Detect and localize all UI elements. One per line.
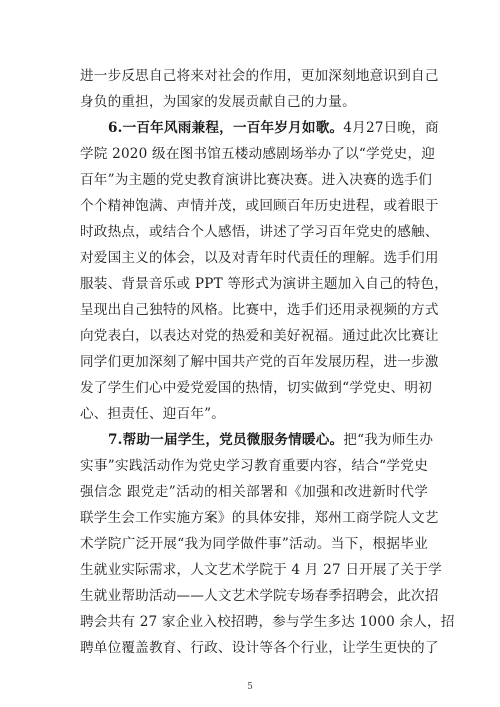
section-7-first-line: [108, 430, 434, 450]
section-6-first-line-text: 4月27日晚，商: [343, 120, 439, 136]
paragraph-line: 呈现出自己独特的风格。比赛中，选手们还用录视频的方式: [80, 302, 439, 318]
paragraph-line: 聘单位覆盖教育、行政、设计等各个行业，让学生更快的了: [80, 640, 439, 656]
paragraph-line: 实事”实践活动作为党史学习教育重要内容，结合“学党史: [80, 458, 428, 474]
paragraph-line: 向党表白，以表达对党的热爱和美好祝福。通过此次比赛让: [80, 328, 439, 344]
page-number: 5: [247, 682, 253, 692]
paragraph-line: 身负的重担，为国家的发展贡献自己的力量。: [80, 94, 356, 110]
paragraph-line: 同学们更加深刻了解中国共产党的百年发展历程，进一步激: [80, 354, 439, 370]
section-6-heading: 6.一百年风雨兼程，一百年岁月如歌。: [108, 120, 344, 136]
paragraph-line: 进一步反思自己将来对社会的作用，更加深刻地意识到自己: [80, 68, 439, 84]
section-7-heading: 7.帮助一届学生，党员微服务情暖心。: [108, 432, 344, 448]
section-7-first-line-text: 把“我为师生办: [343, 432, 434, 448]
paragraph-line: 发了学生们心中爱党爱国的热情，切实做到“学党史、明初: [80, 380, 432, 396]
paragraph-line: 对爱国主义的体会，以及对青年时代责任的理解。选手们用: [80, 250, 439, 266]
paragraph-line: 聘会共有 27 家企业入校招聘，参与学生多达 1000 余人，招: [80, 614, 455, 630]
paragraph-line: 生就业帮助活动——人文艺术学院专场春季招聘会，此次招: [80, 588, 439, 604]
paragraph-line: 生就业实际需求，人文艺术学院于 4 月 27 日开展了关于学: [80, 562, 442, 578]
paragraph-line: 联学生会工作实施方案》的具体安排，郑州工商学院人文艺: [80, 510, 439, 526]
paragraph-line: 时政热点，或结合个人感悟，讲述了学习百年党史的感触、: [80, 224, 439, 240]
paragraph-line: 个个精神饱满、声情并茂，或回顾百年历史进程，或着眼于: [80, 198, 439, 214]
section-6-first-line: [108, 118, 439, 138]
paragraph-line: 术学院广泛开展“我为同学做件事”活动。当下，根据毕业: [80, 536, 428, 552]
paragraph-line: 强信念 跟党走”活动的相关部署和《加强和改进新时代学: [80, 484, 428, 500]
paragraph-line: 学院 2020 级在图书馆五楼动感剧场举办了以“学党史，迎: [80, 146, 436, 162]
paragraph-line: 心、担责任、迎百年”。: [80, 406, 226, 422]
paragraph-line: 百年”为主题的党史教育演讲比赛决赛。进入决赛的选手们: [80, 172, 432, 188]
paragraph-line: 服装、背景音乐或 PPT 等形式为演讲主题加入自己的特色，: [80, 276, 449, 292]
